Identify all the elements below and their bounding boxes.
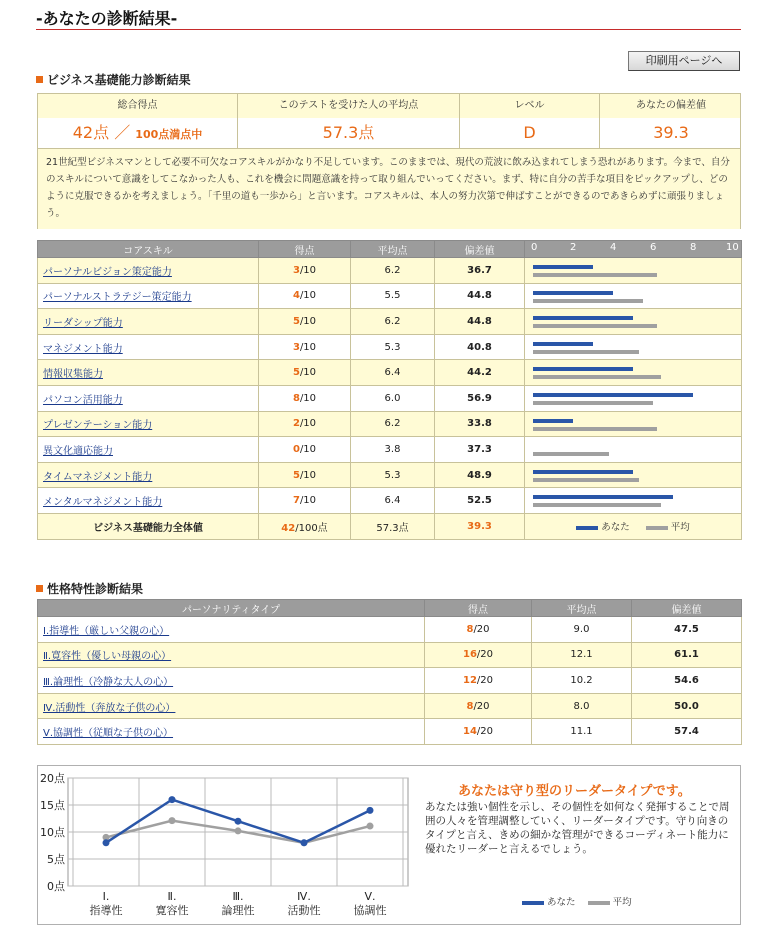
- type-avg-cell: 12.1: [532, 642, 632, 668]
- type-link[interactable]: Ⅳ.活動性（奔放な子供の心）: [43, 702, 176, 714]
- skill-name-cell: [38, 283, 259, 309]
- skill-score: 7: [292, 495, 300, 507]
- skill-score-cell: [259, 462, 351, 488]
- skill-rows: [38, 258, 742, 514]
- legend-you-swatch: [522, 901, 544, 905]
- type-avg-cell: 8.0: [532, 693, 632, 719]
- skill-name-cell: [38, 385, 259, 411]
- col-header-avg: 平均点: [532, 600, 632, 617]
- skill-avg-cell: 5.5: [351, 283, 435, 309]
- x-tick-label: 活動性: [287, 904, 321, 917]
- skill-avg-cell: 6.2: [351, 411, 435, 437]
- skill-bar-you: [533, 291, 613, 295]
- summary-comment: 21世紀型ビジネスマンとして必要不可欠なコアスキルがかなり不足しています。このままでは、現代の荒波に飲み込まれてしまう恐れがあります。今まで、自分のスキルについて意識をしてこなかった人も、これを機会に問題意識を持って取り組んでいってください。まず、特に自分の苦手な項目をピックアップし、どのように克服できるかを考えましょう。「千里の道も一歩から」と言います。コアスキルは、本人の努力次第で伸ばすことができるのであきらめずに頑張りましょう。: [38, 149, 740, 229]
- skill-score-cell: [259, 309, 351, 335]
- type-dev-cell: 57.4: [632, 719, 742, 745]
- summary-header-row: [38, 94, 740, 119]
- skill-name-cell: [38, 334, 259, 360]
- skill-dev-cell: 52.5: [435, 488, 525, 514]
- type-score-suffix: /20: [476, 649, 493, 661]
- legend-you: [522, 897, 576, 908]
- type-score: 8: [466, 623, 474, 635]
- personality-table: [37, 599, 742, 745]
- col-header-axis: [525, 241, 742, 258]
- type-link[interactable]: Ⅴ.協調性（従順な子供の心）: [43, 728, 174, 740]
- skill-score-suffix: /10: [299, 443, 317, 455]
- skill-score-cell: [259, 258, 351, 284]
- type-name-cell: [38, 668, 425, 694]
- type-dev-cell: 61.1: [632, 642, 742, 668]
- skill-bar-you: [533, 470, 633, 474]
- y-tick-label: 0点: [47, 880, 65, 893]
- legend-you-label: あなた: [601, 522, 630, 534]
- type-dev-cell: 54.6: [632, 668, 742, 694]
- skill-dev-cell: 36.7: [435, 258, 525, 284]
- type-name-cell: [38, 719, 425, 745]
- skill-dev-cell: 40.8: [435, 334, 525, 360]
- type-rows: [38, 617, 742, 745]
- data-point-you: [301, 839, 308, 846]
- data-point-you: [235, 818, 242, 825]
- total-score-value: [38, 118, 238, 148]
- skill-link[interactable]: プレゼンテーション能力: [43, 420, 153, 432]
- title-divider: [36, 29, 741, 30]
- skill-score-suffix: /10: [299, 341, 317, 353]
- skill-row: [38, 283, 742, 309]
- skill-name-cell: [38, 258, 259, 284]
- skill-bar-you: [533, 393, 693, 397]
- legend-avg-label: 平均: [612, 897, 632, 908]
- axis-tick: 8: [690, 242, 697, 253]
- skill-dev-cell: 48.9: [435, 462, 525, 488]
- orange-square-icon: [36, 585, 43, 592]
- skill-score: 5: [292, 469, 300, 481]
- type-name-cell: [38, 693, 425, 719]
- skill-bar-cell: [525, 283, 742, 309]
- skill-avg-cell: 3.8: [351, 437, 435, 463]
- type-link[interactable]: Ⅱ.寛容性（優しい母親の心）: [43, 651, 172, 663]
- skill-bar-cell: [525, 411, 742, 437]
- skill-row: [38, 488, 742, 514]
- col-header-type: パーソナリティタイプ: [38, 600, 425, 617]
- skill-score-suffix: /10: [299, 264, 317, 276]
- summary-values-row: [38, 118, 740, 149]
- axis-tick: 4: [610, 242, 617, 253]
- skill-avg-cell: 6.2: [351, 309, 435, 335]
- skill-score-cell: [259, 360, 351, 386]
- x-tick-label: Ⅰ.: [102, 890, 110, 903]
- level-value: D: [460, 118, 600, 148]
- total-score-number: 42: [281, 522, 296, 534]
- axis-tick: 6: [650, 242, 657, 253]
- skill-link[interactable]: マネジメント能力: [43, 343, 123, 355]
- col-header-score: 得点: [425, 600, 532, 617]
- type-score-suffix: /20: [473, 700, 490, 712]
- legend-avg-label: 平均: [670, 522, 690, 534]
- skill-name-cell: [38, 488, 259, 514]
- skill-avg-cell: 5.3: [351, 334, 435, 360]
- skill-row: [38, 462, 742, 488]
- skill-link[interactable]: タイムマネジメント能力: [43, 471, 153, 483]
- skill-total-row: [38, 513, 742, 539]
- skill-link[interactable]: パーソナルストラテジー策定能力: [43, 292, 192, 304]
- skill-score-cell: [259, 437, 351, 463]
- col-header-skill: コアスキル: [38, 241, 259, 258]
- x-tick-label: Ⅳ.: [297, 890, 311, 903]
- data-point-you: [169, 796, 176, 803]
- skill-dev-cell: 33.8: [435, 411, 525, 437]
- skill-bar-avg: [533, 375, 661, 379]
- x-tick-label: 指導性: [89, 904, 123, 917]
- type-score: 16: [462, 649, 477, 661]
- skill-link[interactable]: リーダシップ能力: [43, 317, 123, 329]
- total-score-note: 100点満点中: [135, 128, 203, 141]
- type-dev-cell: 47.5: [632, 617, 742, 643]
- skill-link[interactable]: パーソナルビジョン策定能力: [43, 266, 172, 278]
- line-chart-legend: [522, 894, 632, 908]
- skill-row: [38, 411, 742, 437]
- skill-bar-avg: [533, 478, 639, 482]
- skill-row: [38, 360, 742, 386]
- skill-bar-cell: [525, 309, 742, 335]
- business-heading-text: ビジネス基礎能力診断結果: [47, 73, 191, 87]
- type-avg-cell: 11.1: [532, 719, 632, 745]
- skill-avg-cell: 6.2: [351, 258, 435, 284]
- average-score-value: 57.3点: [238, 118, 460, 148]
- type-avg-cell: 10.2: [532, 668, 632, 694]
- skill-row: [38, 437, 742, 463]
- y-tick-label: 5点: [47, 853, 65, 866]
- type-score-cell: [425, 668, 532, 694]
- skill-row: [38, 258, 742, 284]
- col-header-dev: 偏差値: [435, 241, 525, 258]
- legend-you-swatch: [576, 526, 598, 530]
- type-dev-cell: 50.0: [632, 693, 742, 719]
- legend-avg-swatch: [646, 526, 668, 530]
- skill-avg-cell: 6.4: [351, 360, 435, 386]
- data-point-avg: [367, 823, 374, 830]
- type-score-suffix: /20: [476, 674, 493, 686]
- skill-bar-you: [533, 419, 573, 423]
- skill-score-cell: [259, 334, 351, 360]
- legend-avg: [646, 522, 690, 533]
- skill-avg-cell: 5.3: [351, 462, 435, 488]
- type-score-suffix: /20: [473, 623, 490, 635]
- skill-score-cell: [259, 411, 351, 437]
- skill-bar-avg: [533, 324, 657, 328]
- type-score-cell: [425, 617, 532, 643]
- skill-score: 4: [292, 290, 300, 302]
- skill-score: 8: [292, 392, 300, 404]
- skill-score-suffix: /10: [299, 469, 317, 481]
- skill-dev-cell: 44.8: [435, 283, 525, 309]
- type-link[interactable]: Ⅰ.指導性（厳しい父親の心）: [43, 625, 170, 637]
- bar-legend: [525, 513, 742, 539]
- col-header-avg: 平均点: [351, 241, 435, 258]
- skill-bar-cell: [525, 488, 742, 514]
- skill-score-cell: [259, 385, 351, 411]
- type-row: [38, 719, 742, 745]
- skill-bar-avg: [533, 401, 653, 405]
- skill-score-suffix: /10: [299, 495, 317, 507]
- skill-link[interactable]: 異文化適応能力: [43, 445, 113, 457]
- col-header-score: 得点: [259, 241, 351, 258]
- skill-bar-avg: [533, 427, 657, 431]
- type-row: [38, 693, 742, 719]
- business-section-heading: [36, 71, 191, 88]
- y-tick-label: 10点: [40, 826, 65, 839]
- skill-dev-cell: 56.9: [435, 385, 525, 411]
- skill-bar-cell: [525, 462, 742, 488]
- x-tick-label: 論理性: [221, 904, 255, 917]
- total-avg-cell: 57.3点: [351, 513, 435, 539]
- summary-header-deviation: あなたの偏差値: [636, 100, 706, 111]
- page-title: -あなたの診断結果-: [36, 9, 178, 28]
- data-point-you: [367, 807, 374, 814]
- x-tick-label: Ⅲ.: [232, 890, 244, 903]
- summary-box: [37, 93, 741, 229]
- orange-square-icon: [36, 76, 43, 83]
- type-score: 14: [462, 726, 477, 738]
- skill-bar-you: [533, 367, 633, 371]
- skill-score-cell: [259, 488, 351, 514]
- skill-bar-avg: [533, 503, 661, 507]
- type-name-cell: [38, 642, 425, 668]
- print-page-button[interactable]: 印刷用ページへ: [628, 51, 740, 71]
- summary-header-level: レベル: [460, 94, 600, 118]
- type-result-title: あなたは守り型のリーダータイプです。: [458, 784, 691, 799]
- skill-link[interactable]: パソコン活用能力: [43, 394, 123, 406]
- skill-row: [38, 385, 742, 411]
- data-point-avg: [235, 827, 242, 834]
- skill-dev-cell: 37.3: [435, 437, 525, 463]
- skill-bar-avg: [533, 299, 643, 303]
- skill-score: 3: [292, 264, 300, 276]
- skill-link[interactable]: メンタルマネジメント能力: [43, 497, 163, 509]
- skill-score-cell: [259, 283, 351, 309]
- personality-heading-text: 性格特性診断結果: [47, 582, 144, 596]
- skill-score: 5: [292, 315, 300, 327]
- total-score: 42点: [72, 123, 110, 142]
- personality-section-heading: [36, 580, 143, 597]
- type-row: [38, 642, 742, 668]
- skill-score-suffix: /10: [299, 367, 317, 379]
- type-name-cell: [38, 617, 425, 643]
- total-score-suffix: /100点: [295, 522, 328, 534]
- skill-score: 5: [292, 367, 300, 379]
- skill-score-suffix: /10: [299, 392, 317, 404]
- skill-bar-cell: [525, 385, 742, 411]
- skill-bar-avg: [533, 273, 657, 277]
- personality-line-chart: [38, 766, 418, 924]
- skill-bar-avg: [533, 452, 609, 456]
- total-label: ビジネス基礎能力全体値: [38, 513, 259, 539]
- skill-name-cell: [38, 411, 259, 437]
- skill-bar-cell: [525, 334, 742, 360]
- skill-bar-cell: [525, 437, 742, 463]
- data-point-avg: [169, 817, 176, 824]
- type-score-suffix: /20: [476, 726, 493, 738]
- type-score-cell: [425, 719, 532, 745]
- skill-dev-cell: 44.2: [435, 360, 525, 386]
- skill-name-cell: [38, 309, 259, 335]
- skill-score-suffix: /10: [299, 290, 317, 302]
- x-tick-label: Ⅴ.: [364, 890, 376, 903]
- type-score-cell: [425, 642, 532, 668]
- legend-you: [576, 522, 630, 533]
- x-tick-label: 協調性: [353, 904, 387, 917]
- axis-tick: 2: [570, 242, 577, 253]
- skill-name-cell: [38, 360, 259, 386]
- skill-bar-cell: [525, 360, 742, 386]
- legend-avg-swatch: [588, 901, 610, 905]
- type-row: [38, 617, 742, 643]
- type-avg-cell: 9.0: [532, 617, 632, 643]
- total-dev-cell: 39.3: [435, 513, 525, 539]
- skill-bar-you: [533, 316, 633, 320]
- type-link[interactable]: Ⅲ.論理性（冷静な大人の心）: [43, 676, 174, 688]
- type-score: 8: [466, 700, 474, 712]
- skill-row: [38, 309, 742, 335]
- axis-tick: 10: [726, 242, 739, 253]
- skill-avg-cell: 6.4: [351, 488, 435, 514]
- skill-bar-avg: [533, 350, 639, 354]
- type-score-cell: [425, 693, 532, 719]
- x-tick-label: Ⅱ.: [167, 890, 177, 903]
- skill-score-suffix: /10: [299, 418, 317, 430]
- col-header-dev: 偏差値: [632, 600, 742, 617]
- data-point-you: [103, 839, 110, 846]
- skill-score: 2: [292, 418, 300, 430]
- skill-dev-cell: 44.8: [435, 309, 525, 335]
- legend-you-label: あなた: [547, 897, 576, 908]
- summary-header-average: このテストを受けた人の平均点: [238, 94, 460, 118]
- axis-tick: 0: [531, 242, 538, 253]
- core-skill-table: [37, 240, 742, 540]
- skill-name-cell: [38, 462, 259, 488]
- type-result-description: あなたは強い個性を示し、その個性を如何なく発揮することで周囲の人々を管理調整していく、リーダータイプです。守り向きのタイプと言え、きめの細かな管理ができるコーディネート能力に優れたリーダーと言えるでしょう。: [425, 801, 730, 855]
- type-score: 12: [462, 674, 477, 686]
- skill-bar-you: [533, 495, 673, 499]
- summary-header-total: 総合得点: [38, 94, 238, 118]
- deviation-value: 39.3: [653, 123, 689, 142]
- total-score-cell: [259, 513, 351, 539]
- skill-score: 3: [292, 341, 300, 353]
- skill-score-suffix: /10: [299, 315, 317, 327]
- skill-row: [38, 334, 742, 360]
- skill-bar-you: [533, 265, 593, 269]
- skill-name-cell: [38, 437, 259, 463]
- legend-avg: [588, 897, 632, 908]
- skill-score: 0: [292, 443, 300, 455]
- total-score-separator: ／: [114, 123, 131, 142]
- type-row: [38, 668, 742, 694]
- y-tick-label: 15点: [40, 799, 65, 812]
- skill-bar-cell: [525, 258, 742, 284]
- skill-link[interactable]: 情報収集能力: [43, 369, 103, 381]
- x-tick-label: 寛容性: [155, 904, 189, 917]
- skill-avg-cell: 6.0: [351, 385, 435, 411]
- skill-bar-you: [533, 342, 593, 346]
- y-tick-label: 20点: [40, 772, 65, 785]
